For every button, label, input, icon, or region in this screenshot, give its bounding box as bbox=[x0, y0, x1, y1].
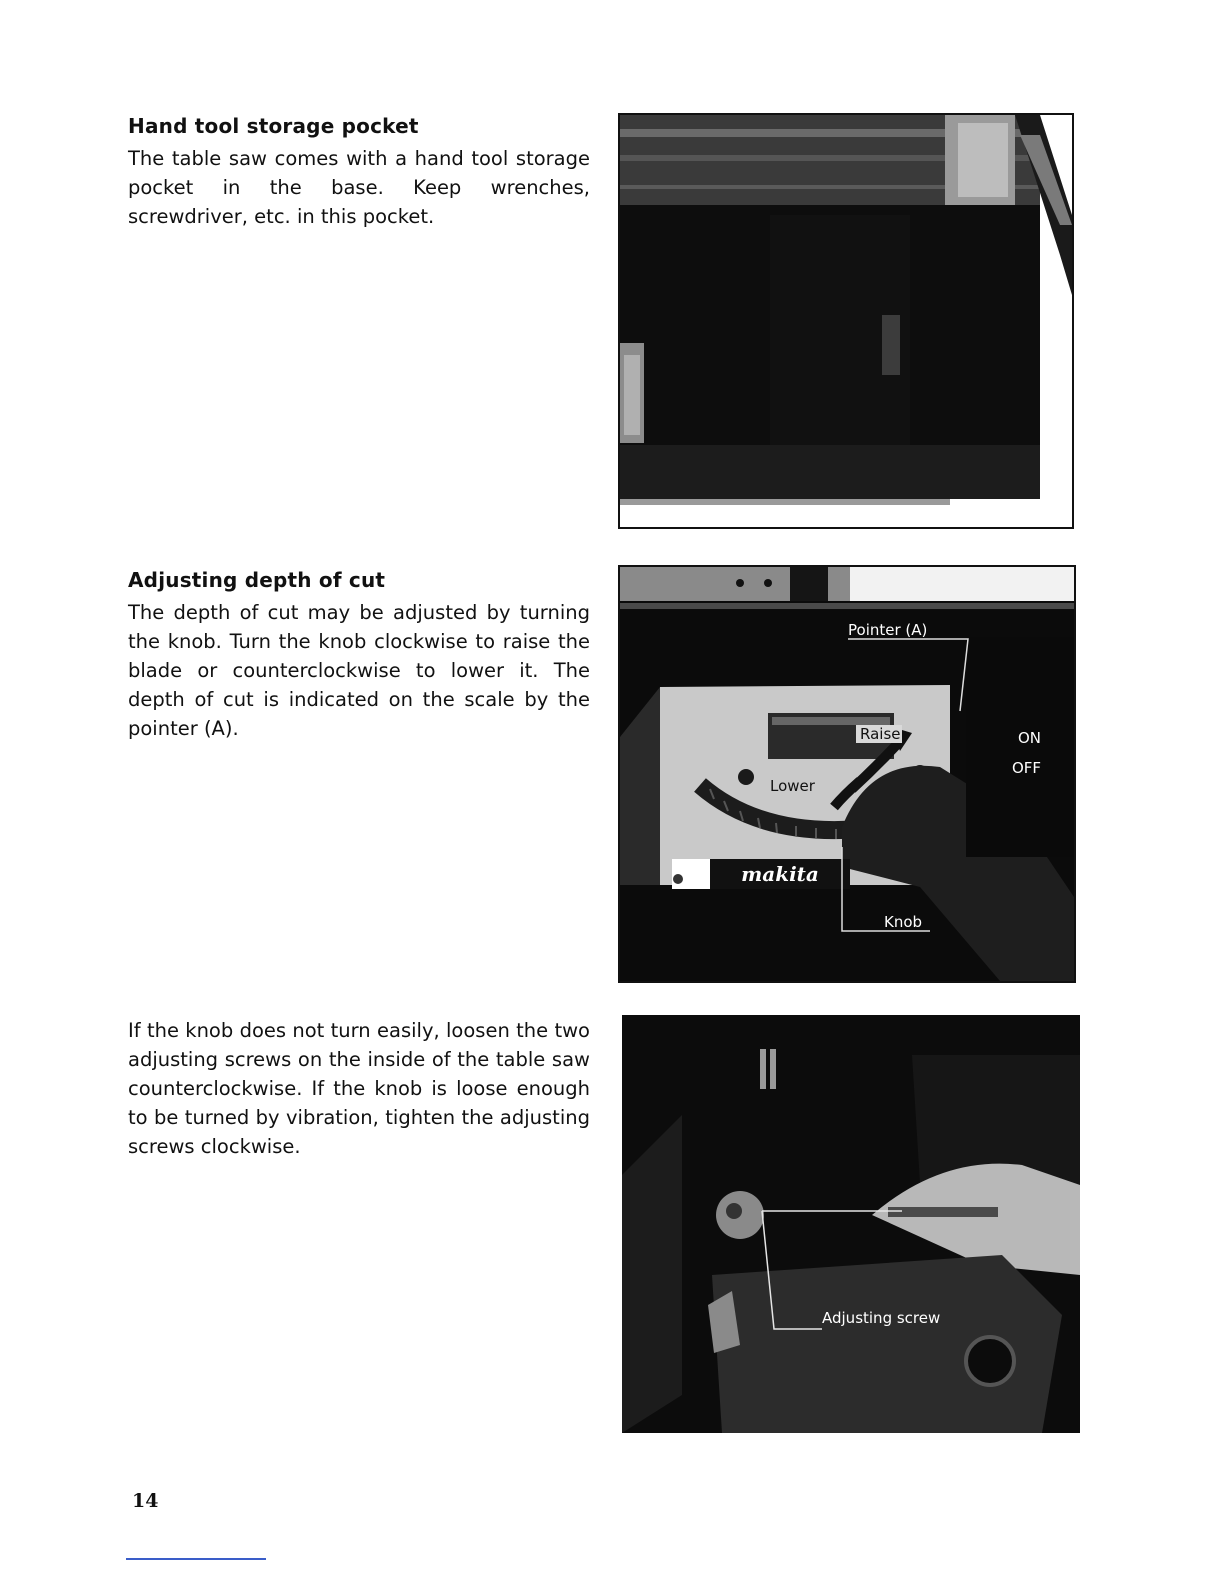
lower-label: Lower bbox=[770, 777, 815, 795]
section-body: If the knob does not turn easily, loosen the two adjusting screws on the inside of the table saw counterclockwise. If the knob is loose enough to be turned by vibration, tighten the adjusting screws clockwise. bbox=[128, 1019, 590, 1158]
off-label: OFF bbox=[1012, 759, 1042, 777]
adjusting-screw-label: Adjusting screw bbox=[822, 1309, 941, 1327]
storage-pocket-photo bbox=[618, 113, 1074, 529]
section-depth-of-cut bbox=[128, 568, 590, 743]
brand-logo: makita bbox=[741, 862, 819, 886]
page-number: 14 bbox=[132, 1490, 159, 1512]
section-heading: Adjusting depth of cut bbox=[128, 568, 386, 592]
footer-rule bbox=[126, 1558, 266, 1560]
section-hand-tool-storage bbox=[128, 114, 590, 231]
section-body: The table saw comes with a hand tool storage pocket in the base. Keep wrenches, screwdriver, etc. in this pocket. bbox=[128, 147, 590, 228]
knob-label: Knob bbox=[884, 913, 923, 931]
adjusting-screw-photo bbox=[622, 1015, 1080, 1433]
section-body: The depth of cut may be adjusted by turning the knob. Turn the knob clockwise to raise the blade or counterclockwise to lower it. The depth of cut is indicated on the scale by the pointer (A). bbox=[128, 601, 590, 740]
raise-label: Raise bbox=[860, 725, 901, 743]
on-label: ON bbox=[1018, 729, 1042, 747]
pointer-a-label: Pointer (A) bbox=[848, 621, 928, 639]
section-adjusting-screws bbox=[128, 1016, 590, 1161]
depth-adjust-photo bbox=[618, 565, 1076, 983]
section-heading: Hand tool storage pocket bbox=[128, 114, 419, 138]
